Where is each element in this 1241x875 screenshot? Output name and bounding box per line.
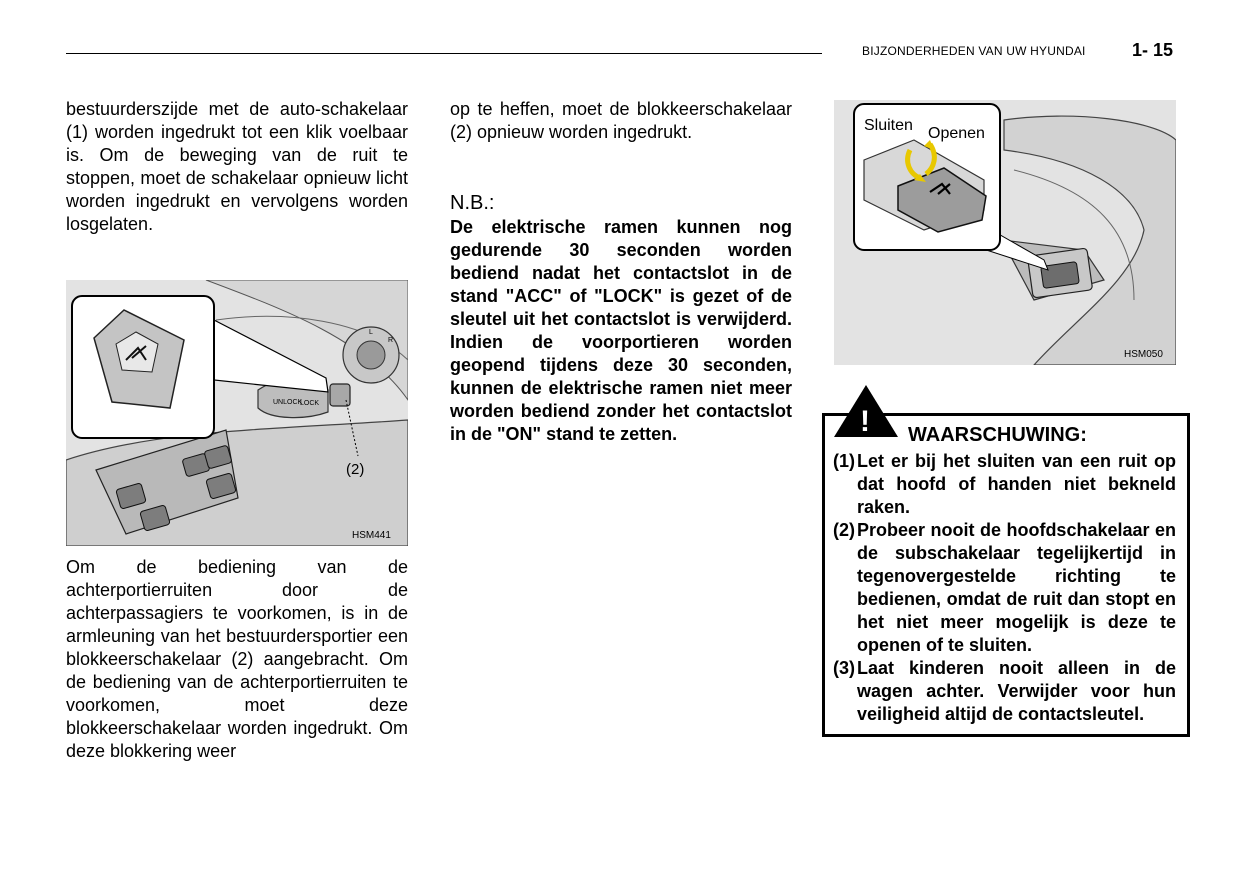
- warning-item-3: [833, 657, 1176, 726]
- warning-item-number: (2): [833, 520, 855, 540]
- left-paragraph-2: [66, 556, 408, 763]
- note-body: [450, 216, 792, 446]
- lock-label: LOCK: [300, 400, 320, 407]
- callout-2: (2): [346, 461, 365, 478]
- warning-item-text: Laat kinderen nooit alleen in de wagen achter. Verwijder voor hun veiligheid altijd de contactsleutel.: [857, 658, 1176, 724]
- mirror-left-label: L: [369, 329, 373, 336]
- window-switch-figure: [834, 100, 1176, 365]
- left-paragraph-2-text: Om de bediening van de achterportierruiten door de achterpassagiers te voorkomen, is in de armleuning van het bestuurdersportier een blokkeerschakelaar (2) aangebracht. Om de bediening van de achterportierruiten te voorkomen, moet deze blokkeerschakelaar worden ingedrukt. Om deze blokkering weer: [66, 557, 408, 761]
- warning-item-number: (1): [833, 451, 855, 471]
- unlock-label: UNLOCK: [273, 399, 303, 406]
- figure-code-hsm441: HSM441: [352, 530, 391, 541]
- door-switch-illustration: [66, 280, 408, 546]
- warning-list: [833, 450, 1176, 726]
- window-switch-illustration: [834, 100, 1176, 365]
- warning-item-2: [833, 519, 1176, 657]
- label-open: Openen: [928, 125, 985, 142]
- warning-item-number: (3): [833, 658, 855, 678]
- figure-code-hsm050: HSM050: [1124, 349, 1163, 360]
- left-paragraph-1-text: bestuurderszijde met de auto-schakelaar (1) worden ingedrukt tot een klik voelbaar is. Om de beweging van de ruit te stoppen, moet de schakelaar opnieuw licht worden ingedrukt en vervolgens worden losgelaten.: [66, 99, 408, 234]
- warning-title: WAARSCHUWING:: [908, 424, 1087, 446]
- note-heading: N.B.:: [450, 192, 495, 214]
- header-rule: [66, 53, 822, 54]
- warning-item-1: [833, 450, 1176, 519]
- middle-paragraph-1: [450, 98, 792, 144]
- label-close: Sluiten: [864, 117, 913, 134]
- mirror-right-label: R: [388, 337, 394, 344]
- note-body-text: De elektrische ramen kunnen nog gedurende 30 seconden worden bediend nadat het contactslot in de stand "ACC" of "LOCK" is gezet of de sleutel uit het contactslot is verwijderd. Indien de voorportieren worden geopend tijdens deze 30 seconden, kunnen de elektrische ramen niet meer worden bediend zonder het contactslot in de "ON" stand te zetten.: [450, 217, 792, 444]
- warning-item-text: Probeer nooit de hoofdschakelaar en de subschakelaar tegelijkertijd in tegenovergestelde richting te bedienen, omdat de ruit dan stopt en het niet meer mogelijk is deze te openen of te sluiten.: [857, 520, 1176, 655]
- warning-exclamation: !: [860, 405, 870, 438]
- left-paragraph-1: [66, 98, 408, 236]
- warning-item-text: Let er bij het sluiten van een ruit op dat hoofd of handen niet bekneld raken.: [857, 451, 1176, 517]
- middle-paragraph-1-text: op te heffen, moet de blokkeerschakelaar (2) opnieuw worden ingedrukt.: [450, 99, 792, 142]
- door-switch-figure: [66, 280, 408, 546]
- page-number: 1- 15: [1132, 40, 1174, 60]
- warning-triangle-icon: [832, 383, 900, 439]
- section-title: BIJZONDERHEDEN VAN UW HYUNDAI: [862, 44, 1086, 58]
